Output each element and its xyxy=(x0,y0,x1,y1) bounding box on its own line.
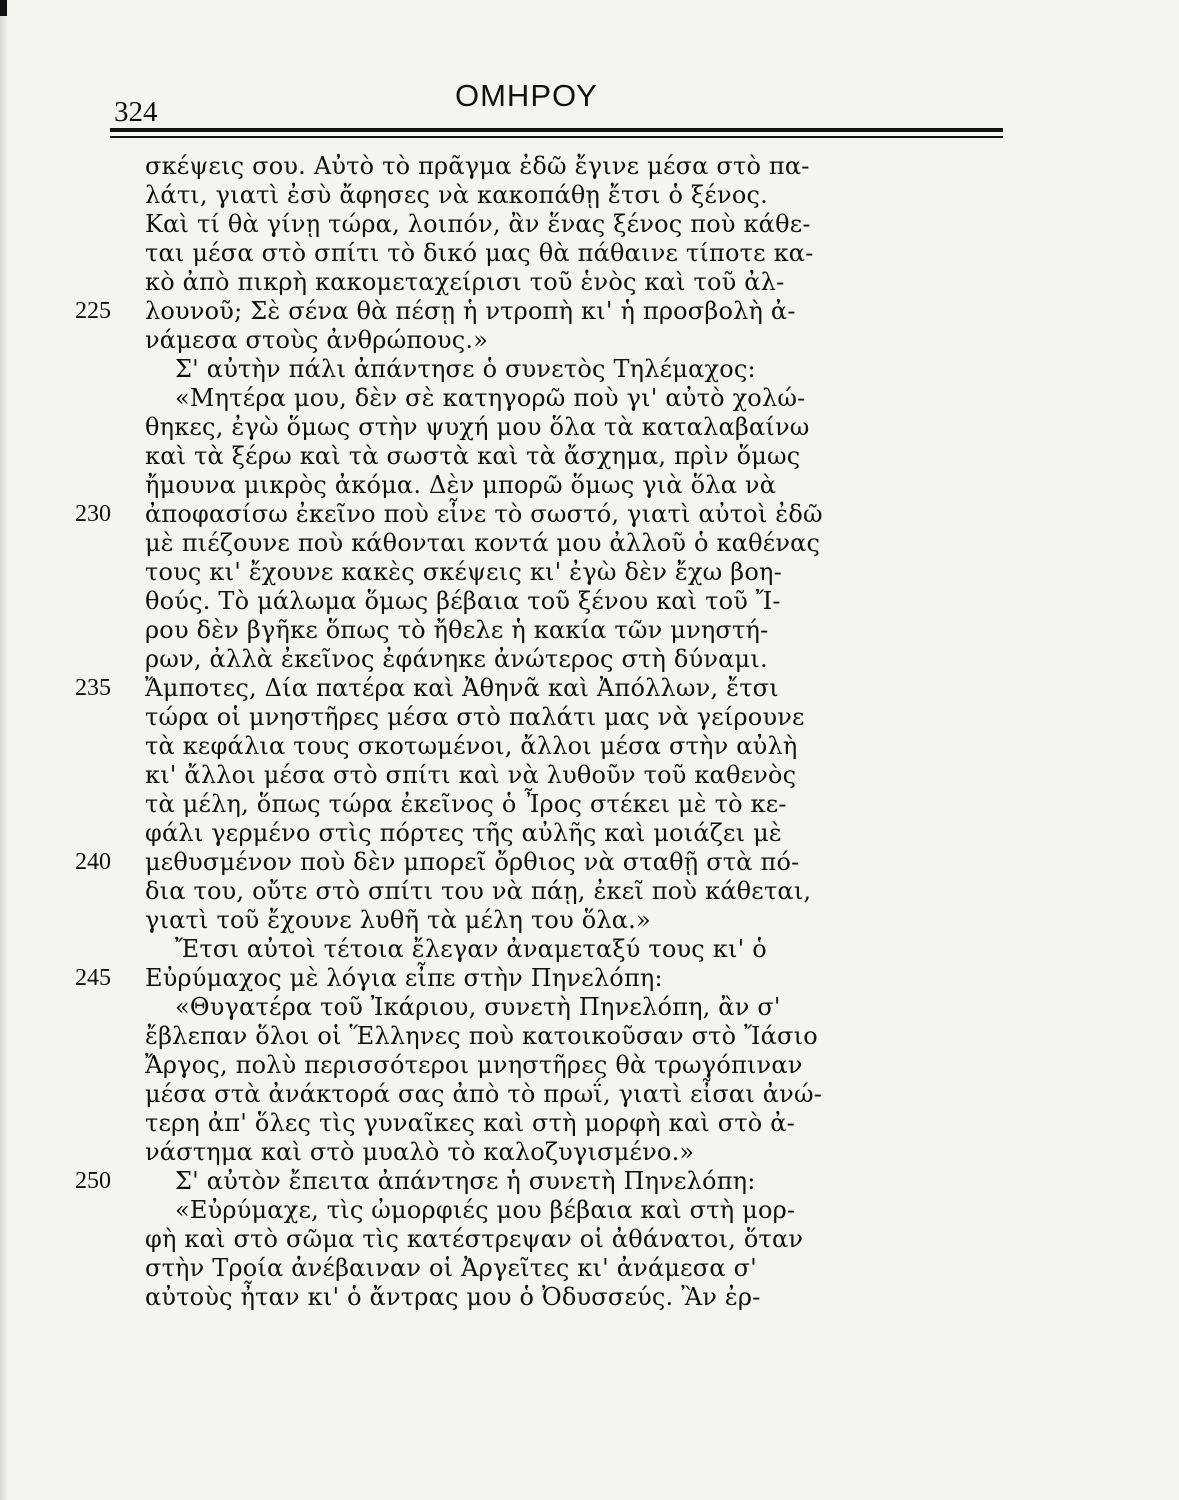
line-number: 235 xyxy=(75,675,111,701)
line-number: 225 xyxy=(75,298,111,324)
text-line xyxy=(75,732,1015,761)
text-line xyxy=(75,239,1015,268)
line-text: γιατὶ τοῦ ἔχουνε λυθῆ τὰ μέλη του ὅλα.» xyxy=(145,906,651,934)
text-line xyxy=(75,1196,1015,1225)
line-text: θούς. Τὸ μάλωμα ὅμως βέβαια τοῦ ξένου καὶ τοῦ Ἴ- xyxy=(145,587,781,615)
text-line xyxy=(75,993,1015,1022)
line-text: «Μητέρα μου, δὲν σὲ κατηγορῶ ποὺ γι' αὐτὸ χολώ- xyxy=(175,384,806,412)
text-line xyxy=(75,906,1015,935)
text-line xyxy=(75,297,1015,326)
text-line xyxy=(75,210,1015,239)
text-line xyxy=(75,413,1015,442)
text-line xyxy=(75,1225,1015,1254)
text-line xyxy=(75,558,1015,587)
page-edge xyxy=(0,0,8,1500)
text-line xyxy=(75,790,1015,819)
line-number: 240 xyxy=(75,849,111,875)
line-text: «Θυγατέρα τοῦ Ἰκάριου, συνετὴ Πηνελόπη, ἂν σ' xyxy=(175,993,781,1021)
line-text: στὴν Τροία ἀνέβαιναν οἱ Ἀργεῖτες κι' ἀνάμεσα σ' xyxy=(145,1254,757,1282)
text-line xyxy=(75,1283,1015,1312)
text-line xyxy=(75,500,1015,529)
line-text: λουνοῦ; Σὲ σένα θὰ πέσῃ ἡ ντροπὴ κι' ἡ προσβολὴ ἀ- xyxy=(145,297,796,325)
page-header xyxy=(110,70,1003,140)
line-text: λάτι, γιατὶ ἐσὺ ἄφησες νὰ κακοπάθῃ ἔτσι ὁ ξένος. xyxy=(145,181,768,209)
line-text: Ἄμποτες, Δία πατέρα καὶ Ἀθηνᾶ καὶ Ἀπόλλων, ἔτσι xyxy=(145,674,779,702)
text-line xyxy=(75,1080,1015,1109)
text-line xyxy=(75,442,1015,471)
line-text: ἤμουνα μικρὸς ἀκόμα. Δὲν μπορῶ ὅμως γιὰ ὅλα νὰ xyxy=(145,471,777,499)
text-line xyxy=(75,877,1015,906)
line-text: ρου δὲν βγῆκε ὅπως τὸ ἤθελε ἡ κακία τῶν μνηστή- xyxy=(145,616,769,644)
line-text: κι' ἄλλοι μέσα στὸ σπίτι καὶ νὰ λυθοῦν τοῦ καθενὸς xyxy=(145,761,797,789)
line-text: αὐτοὺς ἦταν κι' ὁ ἄντρας μου ὁ Ὀδυσσεύς. Ἂν ἐρ- xyxy=(145,1283,761,1311)
text-line xyxy=(75,1138,1015,1167)
line-text: μέσα στὰ ἀνάκτορά σας ἀπὸ τὸ πρωΐ, γιατὶ εἶσαι ἀνώ- xyxy=(145,1080,823,1108)
text-line xyxy=(75,384,1015,413)
line-text: Σ' αὐτὸν ἔπειτα ἀπάντησε ἡ συνετὴ Πηνελόπη: xyxy=(175,1167,756,1195)
line-text: νάμεσα στοὺς ἀνθρώπους.» xyxy=(145,326,489,354)
line-text: τους κι' ἔχουνε κακὲς σκέψεις κι' ἐγὼ δὲν ἔχω βοη- xyxy=(145,558,782,586)
line-text: τερη ἀπ' ὅλες τὶς γυναῖκες καὶ στὴ μορφὴ καὶ στὸ ἀ- xyxy=(145,1109,795,1137)
line-text: ἔβλεπαν ὅλοι οἱ Ἕλληνες ποὺ κατοικοῦσαν στὸ Ἴάσιο xyxy=(145,1022,818,1050)
corner-mark xyxy=(0,0,7,16)
text-line xyxy=(75,471,1015,500)
line-text: καὶ τὰ ξέρω καὶ τὰ σωστὰ καὶ τὰ ἄσχημα, πρὶν ὅμως xyxy=(145,442,801,470)
line-text: δια του, οὔτε στὸ σπίτι του νὰ πάῃ, ἐκεῖ ποὺ κάθεται, xyxy=(145,877,812,905)
text-line xyxy=(75,529,1015,558)
line-text: ται μέσα στὸ σπίτι τὸ δικό μας θὰ πάθαινε τίποτε κα- xyxy=(145,239,814,267)
line-text: νάστημα καὶ στὸ μυαλὸ τὸ καλοζυγισμένο.» xyxy=(145,1138,695,1166)
text-line xyxy=(75,587,1015,616)
header-rule-thin xyxy=(110,136,1003,138)
text-line xyxy=(75,935,1015,964)
line-number: 250 xyxy=(75,1168,111,1194)
text-line xyxy=(75,674,1015,703)
line-text: Καὶ τί θὰ γίνῃ τώρα, λοιπόν, ἂν ἕνας ξένος ποὺ κάθε- xyxy=(145,210,811,238)
line-text: φάλι γερμένο στὶς πόρτες τῆς αὐλῆς καὶ μοιάζει μὲ xyxy=(145,819,782,847)
line-text: μεθυσμένον ποὺ δὲν μπορεῖ ὄρθιος νὰ σταθῇ στὰ πό- xyxy=(145,848,800,876)
line-text: Εὐρύμαχος μὲ λόγια εἶπε στὴν Πηνελόπη: xyxy=(145,964,663,992)
text-line xyxy=(75,616,1015,645)
line-text: Σ' αὐτὴν πάλι ἀπάντησε ὁ συνετὸς Τηλέμαχος: xyxy=(175,355,756,383)
text-body xyxy=(75,152,1015,1312)
line-text: ἀποφασίσω ἐκεῖνο ποὺ εἶνε τὸ σωστό, γιατὶ αὐτοὶ ἐδῶ xyxy=(145,500,823,528)
text-line xyxy=(75,152,1015,181)
line-text: κὸ ἀπὸ πικρὴ κακομεταχείρισι τοῦ ἑνὸς καὶ τοῦ ἀλ- xyxy=(145,268,785,296)
line-text: θηκες, ἐγὼ ὅμως στὴν ψυχή μου ὅλα τὰ καταλαβαίνω xyxy=(145,413,810,441)
text-line xyxy=(75,1051,1015,1080)
line-text: φὴ καὶ στὸ σῶμα τὶς κατέστρεψαν οἱ ἀθάνατοι, ὅταν xyxy=(145,1225,804,1253)
text-line xyxy=(75,1254,1015,1283)
line-text: ρων, ἀλλὰ ἐκεῖνος ἐφάνηκε ἀνώτερος στὴ δύναμι. xyxy=(145,645,768,673)
text-line xyxy=(75,819,1015,848)
text-line xyxy=(75,1022,1015,1051)
line-text: τὰ κεφάλια τους σκοτωμένοι, ἄλλοι μέσα στὴν αὐλὴ xyxy=(145,732,798,760)
line-text: Ἄργος, πολὺ περισσότεροι μνηστῆρες θὰ τρωγόπιναν xyxy=(145,1051,803,1079)
text-line xyxy=(75,1109,1015,1138)
line-number: 245 xyxy=(75,965,111,991)
running-title: ΟΜΗΡΟΥ xyxy=(455,78,598,113)
text-line xyxy=(75,355,1015,384)
line-text: σκέψεις σου. Αὐτὸ τὸ πρᾶγμα ἐδῶ ἔγινε μέσα στὸ πα- xyxy=(145,152,810,180)
page-number: 324 xyxy=(114,96,158,128)
text-line xyxy=(75,1167,1015,1196)
line-text: τώρα οἱ μνηστῆρες μέσα στὸ παλάτι μας νὰ γείρουνε xyxy=(145,703,805,731)
line-text: τὰ μέλη, ὅπως τώρα ἐκεῖνος ὁ Ἶρος στέκει μὲ τὸ κε- xyxy=(145,790,787,818)
text-line xyxy=(75,848,1015,877)
text-line xyxy=(75,268,1015,297)
text-line xyxy=(75,181,1015,210)
text-line xyxy=(75,645,1015,674)
text-line xyxy=(75,964,1015,993)
text-line xyxy=(75,761,1015,790)
line-text: Ἔτσι αὐτοὶ τέτοια ἔλεγαν ἀναμεταξύ τους κι' ὁ xyxy=(175,935,767,963)
line-number: 230 xyxy=(75,501,111,527)
line-text: «Εὐρύμαχε, τὶς ὠμορφιές μου βέβαια καὶ στὴ μορ- xyxy=(175,1196,796,1224)
text-line xyxy=(75,326,1015,355)
text-line xyxy=(75,703,1015,732)
line-text: μὲ πιέζουνε ποὺ κάθονται κοντά μου ἀλλοῦ ὁ καθένας xyxy=(145,529,821,557)
header-rule xyxy=(110,128,1003,132)
